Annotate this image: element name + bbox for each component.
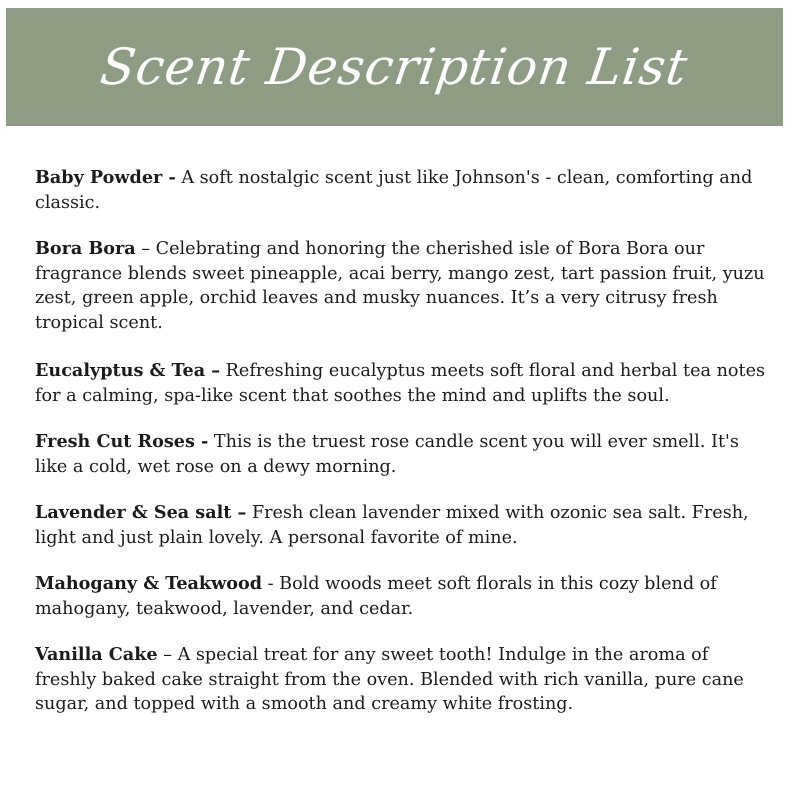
scent-name: Mahogany & Teakwood: [35, 573, 263, 594]
scent-description: - Bold woods meet soft florals in this cozy blend of mahogany, teakwood, lavender, and cedar.: [35, 574, 717, 619]
scent-entry-vanilla-cake: [35, 643, 770, 717]
scent-name: Fresh Cut Roses -: [35, 431, 209, 452]
title-banner: [6, 8, 783, 126]
scent-entry-mahogany-teakwood: [35, 572, 770, 621]
scent-entry-baby-powder: [35, 166, 770, 215]
scent-description: This is the truest rose candle scent you will ever smell. It's like a cold, wet rose on a dewy morning.: [35, 432, 739, 477]
scent-name: Eucalyptus & Tea –: [35, 360, 221, 381]
scent-description: A soft nostalgic scent just like Johnson's - clean, comforting and classic.: [35, 168, 753, 213]
scent-entry-bora-bora: [35, 237, 770, 335]
scent-name: Lavender & Sea salt –: [35, 502, 247, 523]
scent-description: – A special treat for any sweet tooth! Indulge in the aroma of freshly baked cake straight from the oven. Blended with rich vanilla, pure cane sugar, and topped with a smooth and creamy white frosting.: [35, 645, 744, 714]
scent-name: Vanilla Cake: [35, 644, 158, 665]
scent-description: Fresh clean lavender mixed with ozonic sea salt. Fresh, light and just plain lovely. A personal favorite of mine.: [35, 503, 749, 548]
scent-entry-lavender-sea-salt: [35, 501, 770, 550]
scent-entry-fresh-cut-roses: [35, 430, 770, 479]
scent-description: – Celebrating and honoring the cherished isle of Bora Bora our fragrance blends sweet pineapple, acai berry, mango zest, tart passion fruit, yuzu zest, green apple, orchid leaves and musky nuances. It’s a very citrusy fresh tropical scent.: [35, 239, 765, 333]
page-title: Scent Description List: [97, 38, 692, 96]
scent-list: [35, 166, 770, 739]
scent-description: Refreshing eucalyptus meets soft floral and herbal tea notes for a calming, spa-like scent that soothes the mind and uplifts the soul.: [35, 361, 766, 406]
scent-name: Baby Powder -: [35, 167, 176, 188]
scent-entry-eucalyptus-tea: [35, 359, 770, 408]
scent-name: Bora Bora: [35, 238, 136, 259]
